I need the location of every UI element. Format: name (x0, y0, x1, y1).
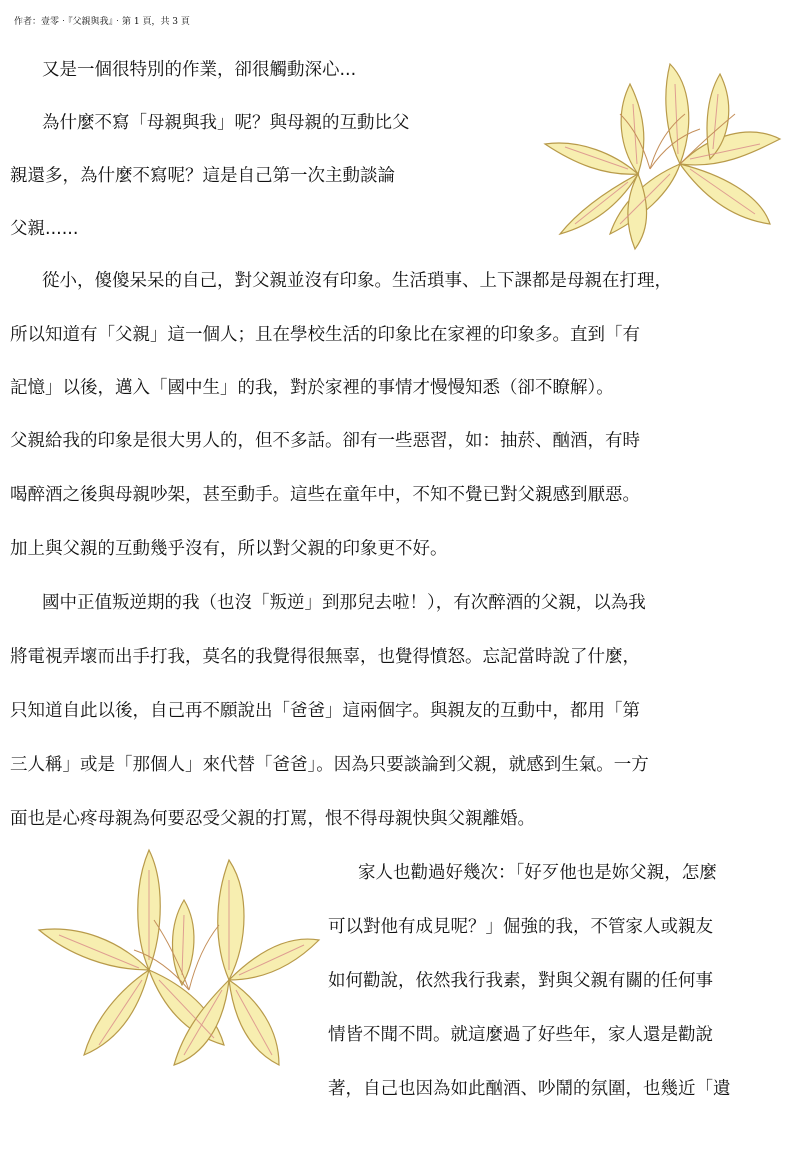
paragraph-line: 著，自己也因為如此酗酒、吵鬧的氛圍，也幾近「遺 (328, 1079, 731, 1099)
paragraph-line: 又是一個很特別的作業，卻很觸動深心... (42, 60, 357, 80)
paragraph-line: 記憶」以後，邁入「國中生」的我，對於家裡的事情才慢慢知悉（卻不瞭解）。 (10, 378, 614, 398)
paragraph-line: 情皆不聞不問。就這麼過了好些年，家人還是勸說 (328, 1025, 713, 1045)
lily-illustration-top (520, 44, 790, 254)
paragraph-line: 將電視弄壞而出手打我，莫名的我覺得很無辜，也覺得憤怒。忘記當時說了什麼， (10, 647, 640, 667)
paragraph-line: 父親...... (10, 219, 79, 239)
lily-illustration-bottom (24, 840, 324, 1080)
paragraph-line: 國中正值叛逆期的我（也沒「叛逆」到那兒去啦！），有次醉酒的父親，以為我 (42, 593, 646, 613)
paragraph-line: 為什麼不寫「母親與我」呢？與母親的互動比父 (42, 113, 410, 133)
page-header: 作者：壹零‧『父親與我』‧第 1 頁，共 3 頁 (14, 17, 190, 27)
paragraph-line: 面也是心疼母親為何要忍受父親的打罵，恨不得母親快與父親離婚。 (10, 809, 535, 829)
paragraph-line: 家人也勸過好幾次：「好歹他也是妳父親，怎麼 (358, 863, 717, 883)
paragraph-line: 親還多，為什麼不寫呢？這是自己第一次主動談論 (10, 166, 395, 186)
paragraph-line: 父親給我的印象是很大男人的，但不多話。卻有一些惡習，如：抽菸、酗酒，有時 (10, 431, 640, 451)
paragraph-line: 從小，傻傻呆呆的自己，對父親並沒有印象。生活瑣事、上下課都是母親在打理， (42, 271, 672, 291)
paragraph-line: 加上與父親的互動幾乎沒有，所以對父親的印象更不好。 (10, 539, 448, 559)
paragraph-line: 喝醉酒之後與母親吵架，甚至動手。這些在童年中，不知不覺已對父親感到厭惡。 (10, 485, 640, 505)
paragraph-line: 只知道自此以後，自己再不願說出「爸爸」這兩個字。與親友的互動中，都用「第 (10, 701, 640, 721)
paragraph-line: 如何勸說，依然我行我素，對與父親有關的任何事 (328, 971, 713, 991)
paragraph-line: 三人稱」或是「那個人」來代替「爸爸」。因為只要談論到父親，就感到生氣。一方 (10, 755, 649, 775)
paragraph-line: 可以對他有成見呢？」倔強的我，不管家人或親友 (328, 917, 713, 937)
paragraph-line: 所以知道有「父親」這一個人；且在學校生活的印象比在家裡的印象多。直到「有 (10, 325, 640, 345)
